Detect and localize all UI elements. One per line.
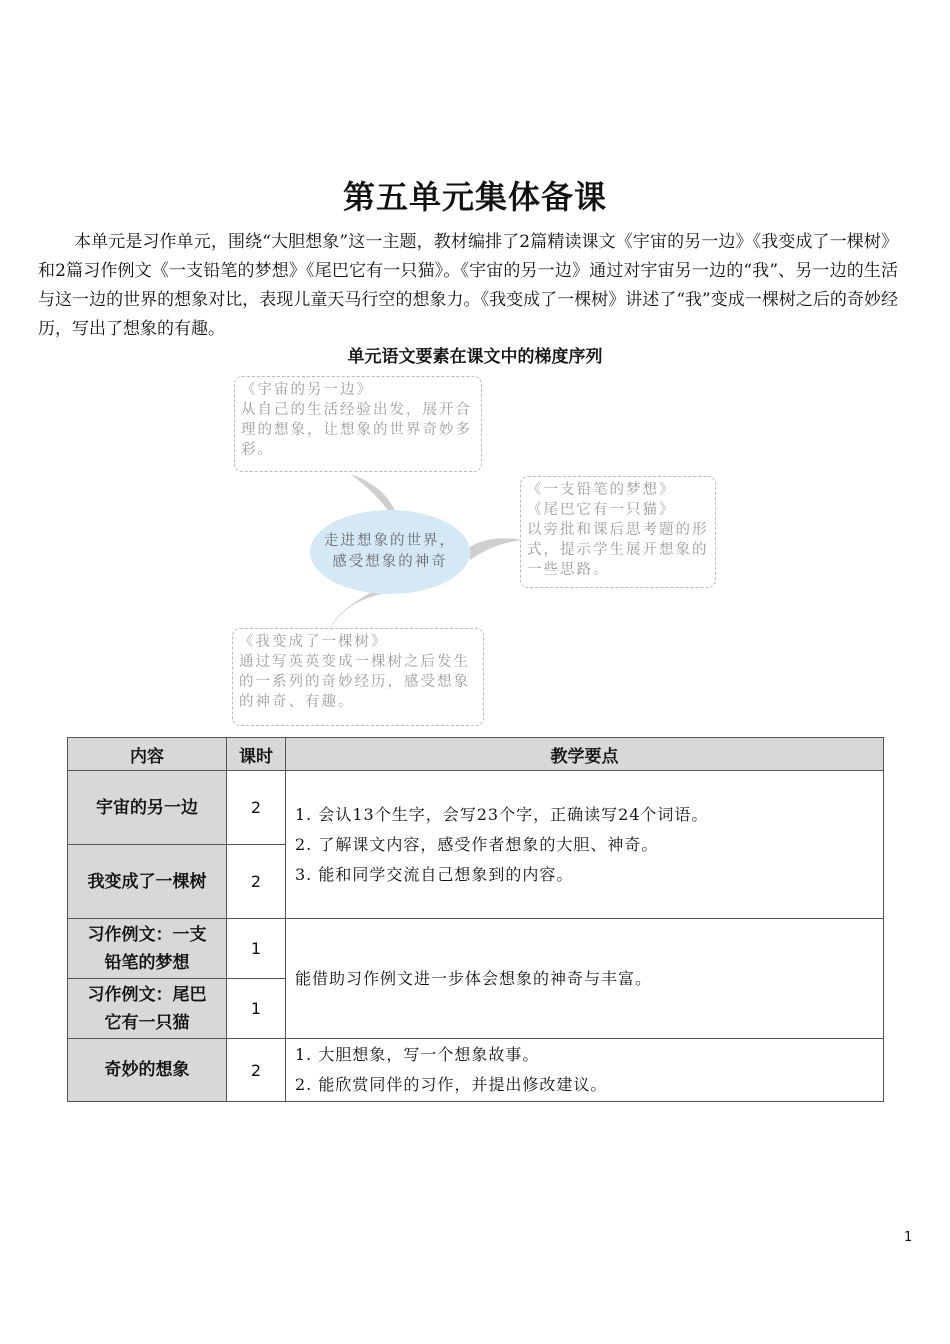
page-title: 第五单元集体备课 xyxy=(342,178,607,216)
box-title-2: 《尾巴它有一只猫》 xyxy=(527,502,676,518)
intro-paragraph: 本单元是习作单元，围绕“大胆想象”这一主题，教材编排了2篇精读课文《宇宙的另一边》《我变成了一棵树》和2篇习作例文《一支铅笔的梦想》《尾巴它有一只猫》。《宇宙的另一边》通过对宇宙另一边的“我”、另一边的生活与这一边的世界的想象对比，表现儿童天马行空的想象力。《我变成了一棵树》讲述了“我”变成一棵树之后的奇妙经历，写出了想象的有趣。 xyxy=(38,232,898,339)
mind-map xyxy=(200,370,740,730)
center-line-2: 感受想象的神奇 xyxy=(332,554,448,570)
table-header-row xyxy=(68,738,884,771)
content-cell: 我变成了一棵树 xyxy=(68,845,227,919)
hours-cell: 2 xyxy=(227,771,286,845)
table-row xyxy=(68,1039,884,1102)
point-line: 3. 能和同学交流自己想象到的内容。 xyxy=(295,864,574,884)
points-cell xyxy=(286,1039,884,1102)
page-number: 1 xyxy=(904,1230,913,1245)
center-line-1: 走进想象的世界， xyxy=(324,533,456,549)
header-content: 内容 xyxy=(68,738,227,771)
box-text: 以旁批和课后思考题的形式，提示学生展开想象的一些思路。 xyxy=(527,522,709,578)
points-cell xyxy=(286,771,884,919)
point-line: 2. 能欣赏同伴的习作，并提出修改建议。 xyxy=(295,1075,608,1094)
content-cell: 宇宙的另一边 xyxy=(68,771,227,845)
header-points: 教学要点 xyxy=(286,738,884,771)
box-text: 通过写英英变成一棵树之后发生的一系列的奇妙经历，感受想象的神奇、有趣。 xyxy=(239,654,470,710)
box-title: 《宇宙的另一边》 xyxy=(241,382,373,398)
header-hours: 课时 xyxy=(227,738,286,771)
lesson-plan-table xyxy=(67,737,884,1102)
points-cell: 能借助习作例文进一步体会想象的神奇与丰富。 xyxy=(286,919,884,1039)
content-cell: 习作例文：尾巴它有一只猫 xyxy=(68,979,227,1039)
point-line: 2. 了解课文内容，感受作者想象的大胆、神奇。 xyxy=(295,834,659,854)
point-line: 1. 大胆想象，写一个想象故事。 xyxy=(295,1045,540,1064)
point-line: 1. 会认13个生字，会写23个字，正确读写24个词语。 xyxy=(295,804,709,824)
hours-cell: 1 xyxy=(227,979,286,1039)
mind-map-box-example-texts xyxy=(520,476,716,588)
hours-cell: 2 xyxy=(227,1039,286,1102)
content-cell: 奇妙的想象 xyxy=(68,1039,227,1102)
content-cell: 习作例文：一支铅笔的梦想 xyxy=(68,919,227,979)
diagram-title: 单元语文要素在课文中的梯度序列 xyxy=(347,347,603,367)
box-text: 从自己的生活经验出发，展开合理的想象，让想象的世界奇妙多彩。 xyxy=(241,402,472,458)
box-title: 《一支铅笔的梦想》 xyxy=(527,482,676,498)
table-row xyxy=(68,771,884,845)
table-row xyxy=(68,919,884,979)
mind-map-center xyxy=(310,510,470,594)
hours-cell: 2 xyxy=(227,845,286,919)
mind-map-box-tree xyxy=(232,628,484,726)
box-title: 《我变成了一棵树》 xyxy=(239,634,388,650)
hours-cell: 1 xyxy=(227,919,286,979)
connector-right xyxy=(468,538,522,560)
mind-map-box-universe xyxy=(234,376,482,472)
